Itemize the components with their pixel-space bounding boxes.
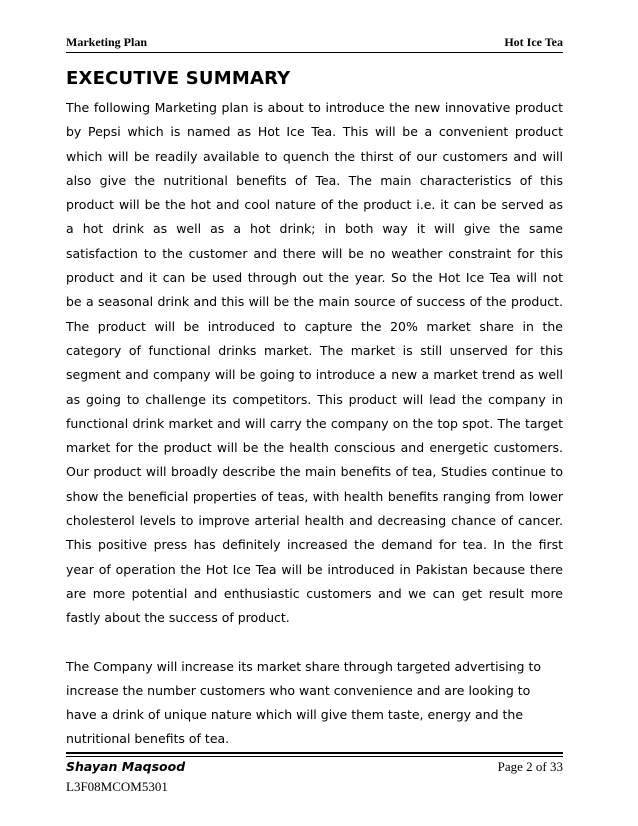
text-line: The product will be introduced to capture the 20% market share in the xyxy=(66,318,563,334)
text-line: show the beneficial properties of teas, with health benefits ranging from lower xyxy=(66,488,563,504)
page-number: Page 2 of 33 xyxy=(497,759,563,774)
text-line: The following Marketing plan is about to introduce the new innovative product xyxy=(66,100,563,115)
text-line: segment and company will be going to introduce a new a market trend as well xyxy=(66,367,563,383)
paragraph-1 xyxy=(66,96,563,631)
text-line: by Pepsi which is named as Hot Ice Tea. This will be a convenient product xyxy=(66,124,563,140)
paragraph-spacer xyxy=(66,631,563,655)
text-line: functional drink market and will carry the company on the top spot. The target xyxy=(66,415,563,431)
page-header xyxy=(66,30,563,53)
text-line: also give the nutritional benefits of Tea. The main characteristics of this xyxy=(66,172,563,188)
text-line: be a seasonal drink and this will be the main source of success of the product. xyxy=(66,294,563,310)
text-line: This positive press has definitely increased the demand for tea. In the first xyxy=(66,537,563,553)
text-line: which will be readily available to quench the thirst of our customers and will xyxy=(66,148,563,164)
text-line: year of operation the Hot Ice Tea will be introduced in Pakistan because there xyxy=(66,561,563,577)
text-line: product will be the hot and cool nature of the product i.e. it can be served as xyxy=(66,197,563,213)
footer-divider-thin xyxy=(66,756,563,757)
text-line: as going to challenge its competitors. This product will lead the company in xyxy=(66,391,563,407)
section-heading: EXECUTIVE SUMMARY xyxy=(66,68,291,89)
text-line: market for the product will be the health conscious and energetic customers. xyxy=(66,440,563,456)
text-line: Our product will broadly describe the main benefits of tea, Studies continue to xyxy=(66,464,563,480)
text-line: a hot drink as well as a hot drink; in both way it will give the same xyxy=(66,221,563,237)
text-line: satisfaction to the customer and there will be no weather constraint for this xyxy=(66,245,563,261)
text-line: The Company will increase its market share through targeted advertising to xyxy=(66,658,542,674)
header-document-title: Marketing Plan xyxy=(66,35,147,49)
text-line: are more potential and enthusiastic customers and we can get result more xyxy=(66,585,563,601)
text-line: increase the number customers who want convenience and are looking to xyxy=(66,682,531,698)
header-product-name: Hot Ice Tea xyxy=(504,35,563,49)
text-line: category of functional drinks market. The market is still unserved for this xyxy=(66,342,563,358)
footer-divider xyxy=(66,752,563,754)
body-text xyxy=(66,96,563,752)
text-line: fastly about the success of product. xyxy=(66,610,290,626)
text-line: cholesterol levels to improve arterial health and decreasing chance of cancer. xyxy=(66,513,563,529)
text-line: product and it can be used through out the year. So the Hot Ice Tea will not xyxy=(66,270,563,286)
footer-author: Shayan Maqsood xyxy=(66,759,186,774)
text-line: nutritional benefits of tea. xyxy=(66,731,230,747)
paragraph-2 xyxy=(66,655,563,752)
footer-course-code: L3F08MCOM5301 xyxy=(66,779,168,794)
text-line: have a drink of unique nature which will give them taste, energy and the xyxy=(66,707,524,723)
